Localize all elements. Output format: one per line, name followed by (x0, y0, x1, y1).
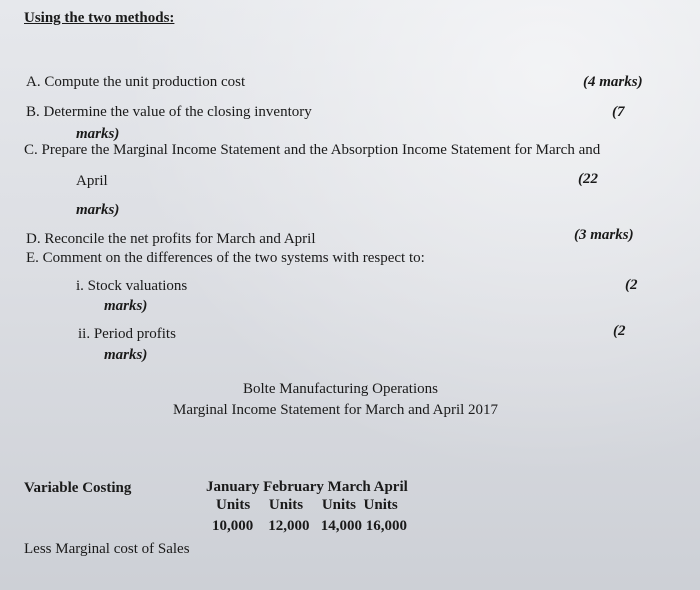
task-d-text: D. Reconcile the net profits for March and April (26, 231, 316, 247)
task-d-marks: (3 marks) (574, 227, 634, 243)
task-e-item-1-marks-close: marks) (104, 298, 148, 314)
units-header: Units Units Units Units (216, 497, 398, 513)
task-e-item-1-marks-open: (2 (625, 277, 638, 293)
task-e-item-1-text: i. Stock valuations (76, 278, 188, 294)
statement-company: Bolte Manufacturing Operations (243, 381, 438, 397)
document-title: Using the two methods: (24, 10, 175, 26)
task-c-text: C. Prepare the Marginal Income Statement and the Absorption Income Statement for March and (24, 142, 601, 158)
task-b-text: B. Determine the value of the closing inventory (26, 104, 312, 120)
task-b-marks-open: (7 (612, 104, 625, 120)
task-e-item-2-marks-close: marks) (104, 347, 148, 363)
task-c-text-cont: April (76, 173, 108, 189)
task-e-text: E. Comment on the differences of the two systems with respect to: (26, 250, 425, 266)
task-c-marks-close: marks) (76, 202, 120, 218)
task-e-item-2-text: ii. Period profits (78, 326, 176, 342)
task-c-marks-open: (22 (578, 171, 598, 187)
task-e-item-2-marks-open: (2 (613, 323, 626, 339)
task-b-marks-close: marks) (76, 126, 120, 142)
less-marginal-cost-label: Less Marginal cost of Sales (24, 541, 190, 557)
task-a-marks: (4 marks) (583, 74, 643, 90)
statement-heading: Marginal Income Statement for March and April 2017 (173, 402, 499, 418)
variable-costing-label: Variable Costing (24, 480, 132, 496)
task-a-text: A. Compute the unit production cost (26, 74, 246, 90)
units-values: 10,000 12,000 14,000 16,000 (212, 518, 407, 534)
months-header: January February March April (206, 479, 408, 495)
